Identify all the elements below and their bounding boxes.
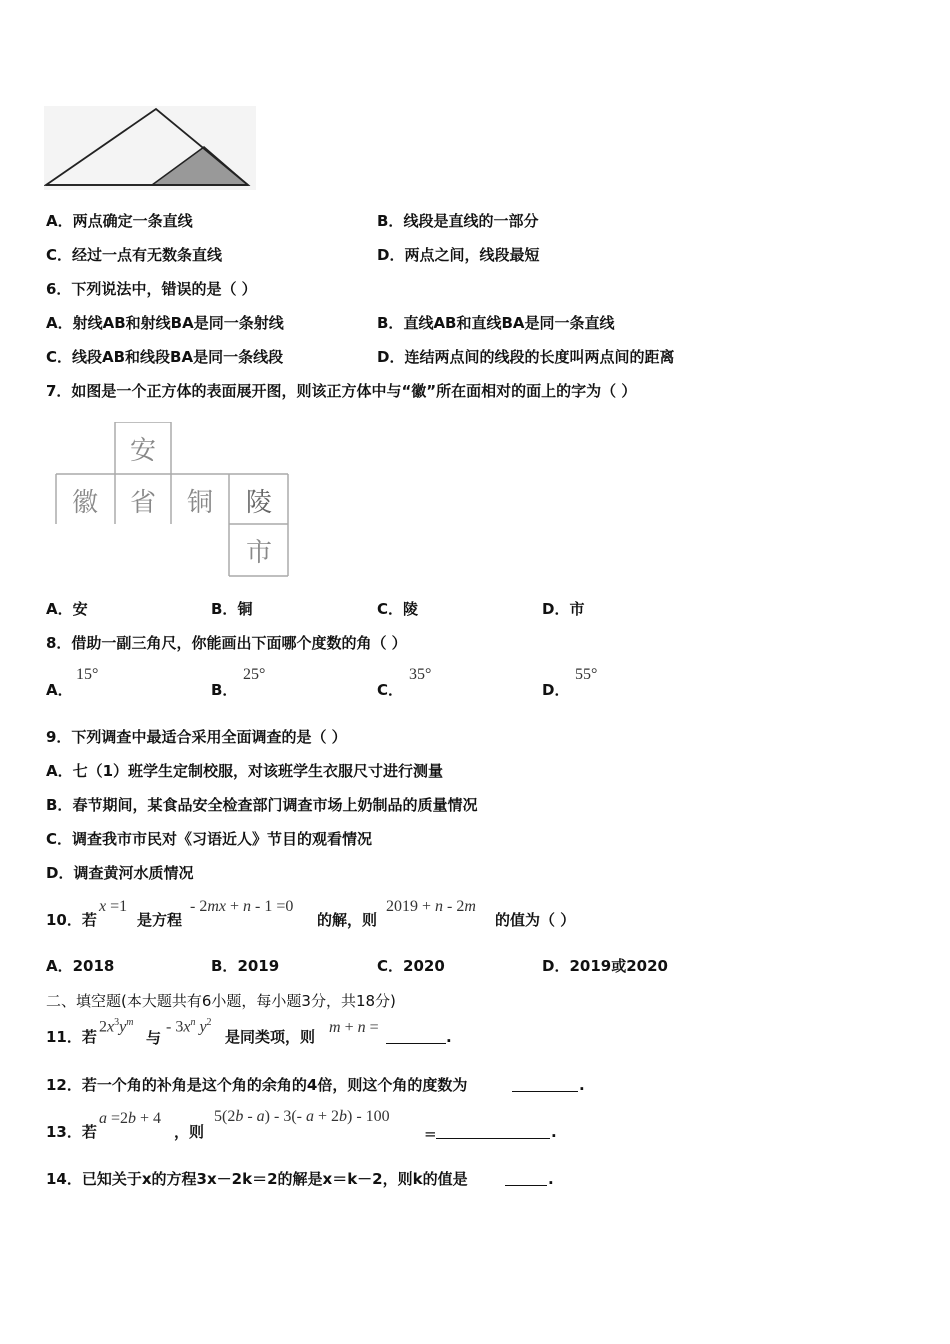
q10-math-equation: - 2mx + n - 1 =0 (190, 898, 294, 915)
q6-option-d: D．连结两点间的线段的长度叫两点间的距离 (377, 348, 675, 366)
q5-option-a: A．两点确定一条直线 (46, 212, 193, 230)
q10-mid1: 是方程 (137, 911, 183, 929)
q11-mid1: 与 (146, 1029, 162, 1047)
q10-option-d: D．2019或2020 (542, 957, 668, 975)
q9-option-c: C．调查我市市民对《习语近人》节目的观看情况 (46, 830, 373, 848)
q13-equals: = (424, 1125, 437, 1143)
q8-option-b-label: B． (211, 681, 238, 699)
q5-option-d: D．两点之间，线段最短 (377, 246, 540, 264)
q6-stem: 6．下列说法中，错误的是（ ） (46, 280, 257, 298)
q11-math-term1: $2x^3y^m$ (99, 1017, 134, 1036)
q9-option-a: A．七（1）班学生定制校服，对该班学生衣服尺寸进行测量 (46, 762, 444, 780)
net-face-row-3: 铜 (186, 487, 213, 518)
net-face-row-1: 徽 (71, 487, 98, 518)
q9-stem: 9．下列调查中最适合采用全面调查的是（ ） (46, 728, 347, 746)
q8-option-d-label: D． (542, 681, 570, 699)
q7-option-a: A．安 (46, 600, 88, 618)
q8-option-a-label: A． (46, 681, 73, 699)
q12-suffix: . (579, 1076, 585, 1094)
q10-prefix: 10．若 (46, 911, 97, 929)
q13-prefix: 13．若 (46, 1123, 97, 1141)
q10-option-c: C．2020 (377, 957, 445, 975)
q11-math-sum: m + n = (329, 1019, 379, 1036)
q11-answer-blank[interactable] (386, 1029, 446, 1044)
q8-option-c-value: 35° (409, 666, 432, 683)
section-2-heading: 二、填空题(本大题共有6小题，每小题3分，共18分) (46, 992, 396, 1010)
q7-stem: 7．如图是一个正方体的表面展开图，则该正方体中与“徽”所在面相对的面上的字为（ ） (46, 382, 637, 400)
q11-math-term2: - $3x^n$ $y^2$ (166, 1017, 212, 1036)
q10-option-b: B．2019 (211, 957, 280, 975)
q8-option-c-label: C． (377, 681, 404, 699)
q14-answer-blank[interactable] (505, 1171, 547, 1186)
q12-answer-blank[interactable] (512, 1077, 578, 1092)
q13-math-condition: a =2b + 4 (99, 1110, 162, 1127)
q13-math-expression: 5(2b - a) - 3(- a + 2b) - 100 (214, 1108, 390, 1125)
q8-option-a-value: 15° (76, 666, 99, 683)
net-face-row-4: 陵 (245, 487, 272, 518)
q9-option-b: B．春节期间，某食品安全检查部门调查市场上奶制品的质量情况 (46, 796, 478, 814)
q7-option-b: B．铜 (211, 600, 253, 618)
q11-suffix: . (446, 1028, 452, 1046)
net-face-row-2: 省 (129, 487, 156, 518)
q8-option-d-value: 55° (575, 666, 598, 683)
q11-mid2: 是同类项，则 (225, 1028, 316, 1046)
q10-suffix: 的值为（ ） (495, 911, 576, 929)
net-face-bottom: 市 (245, 537, 272, 568)
q12-text: 12．若一个角的补角是这个角的余角的4倍，则这个角的度数为 (46, 1076, 468, 1094)
q13-answer-blank[interactable] (436, 1124, 550, 1139)
triangle-figure (44, 106, 256, 190)
q10-option-a: A．2018 (46, 957, 115, 975)
q6-option-c: C．线段AB和线段BA是同一条线段 (46, 348, 284, 366)
q14-suffix: . (548, 1170, 554, 1188)
net-face-top: 安 (129, 435, 156, 466)
q13-suffix: . (551, 1123, 557, 1141)
q10-math-expression: 2019 + n - 2m (386, 898, 476, 915)
q13-mid1: ，则 (174, 1123, 205, 1141)
q10-math-x-equals-1: x =1 (99, 898, 128, 915)
q11-prefix: 11．若 (46, 1028, 97, 1046)
q9-option-d: D．调查黄河水质情况 (46, 864, 194, 882)
q8-option-b-value: 25° (243, 666, 266, 683)
q10-mid2: 的解，则 (317, 911, 378, 929)
cube-net-figure (54, 422, 290, 578)
q7-option-d: D．市 (542, 600, 585, 618)
q6-option-b: B．直线AB和直线BA是同一条直线 (377, 314, 615, 332)
q14-text: 14．已知关于x的方程3x－2k＝2的解是x＝k－2，则k的值是 (46, 1170, 468, 1188)
q6-option-a: A．射线AB和射线BA是同一条射线 (46, 314, 284, 332)
q7-option-c: C．陵 (377, 600, 419, 618)
q5-option-c: C．经过一点有无数条直线 (46, 246, 223, 264)
q8-stem: 8．借助一副三角尺，你能画出下面哪个度数的角（ ） (46, 634, 407, 652)
q5-option-b: B．线段是直线的一部分 (377, 212, 539, 230)
